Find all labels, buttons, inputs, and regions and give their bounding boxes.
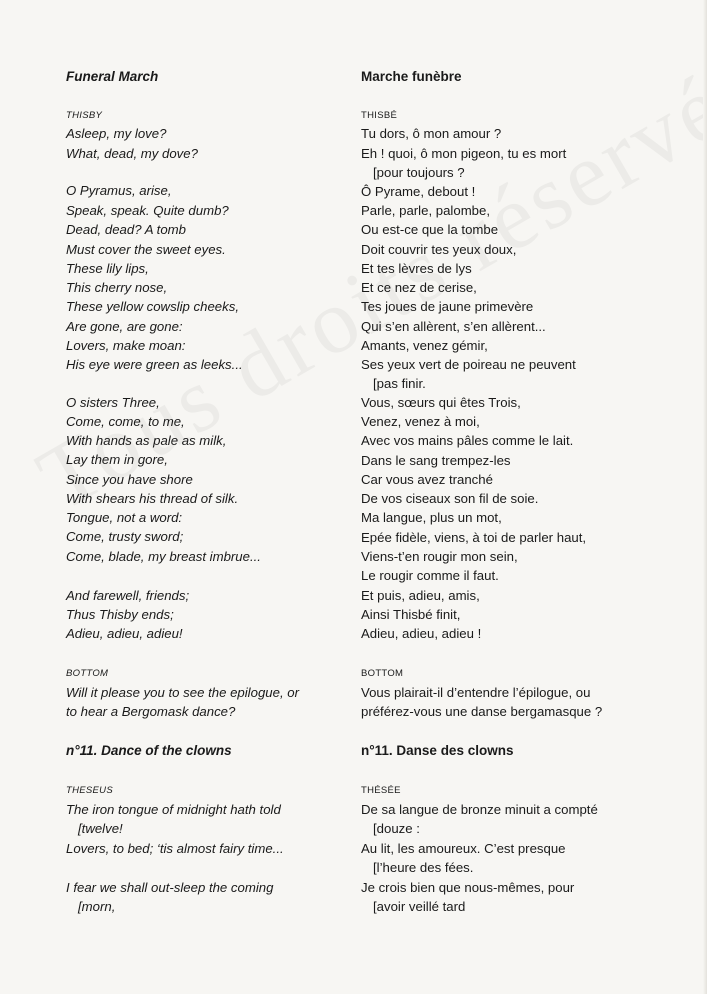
verse-line: Ou est-ce que la tombe bbox=[361, 222, 499, 237]
verse-line: Epée fidèle, viens, à toi de parler haut, bbox=[361, 530, 587, 545]
dialogue-line: [twelve! bbox=[78, 821, 123, 836]
verse-line: Amants, venez gémir, bbox=[361, 338, 488, 353]
verse-line: Et puis, adieu, amis, bbox=[361, 588, 480, 603]
speaker-bottom: BOTTOM bbox=[361, 668, 404, 679]
verse-line: Tongue, not a word: bbox=[66, 510, 183, 525]
verse-line: Come, trusty sword; bbox=[66, 529, 184, 544]
section-title-danse-des-clowns: n°11. Danse des clowns bbox=[361, 743, 514, 758]
section-title-funeral-march: Funeral March bbox=[66, 69, 159, 84]
dialogue-line: [morn, bbox=[78, 899, 116, 914]
dialogue-line: [l’heure des fées. bbox=[373, 860, 474, 875]
verse-line: Ses yeux vert de poireau ne peuvent bbox=[361, 357, 576, 372]
verse-line: Must cover the sweet eyes. bbox=[66, 242, 226, 257]
verse-line: This cherry nose, bbox=[66, 280, 168, 295]
page-edge bbox=[703, 0, 707, 994]
verse-line: Ainsi Thisbé finit, bbox=[361, 607, 461, 622]
verse-line: And farewell, friends; bbox=[66, 588, 190, 603]
verse-line: What, dead, my dove? bbox=[66, 146, 198, 161]
verse-line: Asleep, my love? bbox=[66, 126, 167, 141]
verse-line: De vos ciseaux son fil de soie. bbox=[361, 491, 539, 506]
dialogue-line: Je crois bien que nous-mêmes, pour bbox=[361, 880, 575, 895]
speaker-thisby: THISBY bbox=[66, 110, 103, 121]
dialogue-line: Au lit, les amoureux. C’est presque bbox=[361, 841, 566, 856]
verse-line: With shears his thread of silk. bbox=[66, 491, 239, 506]
verse-line: Lovers, make moan: bbox=[66, 338, 186, 353]
verse-line: Doit couvrir tes yeux doux, bbox=[361, 242, 517, 257]
verse-line: Viens-t’en rougir mon sein, bbox=[361, 549, 518, 564]
verse-line: These yellow cowslip cheeks, bbox=[66, 299, 239, 314]
speaker-theseus: THESEUS bbox=[66, 785, 113, 796]
dialogue-line: Lovers, to bed; ‘tis almost fairy time... bbox=[66, 841, 284, 856]
verse-line: [pour toujours ? bbox=[373, 165, 465, 180]
verse-line: Et tes lèvres de lys bbox=[361, 261, 472, 276]
dialogue-line: [douze : bbox=[373, 821, 420, 836]
verse-line: [pas finir. bbox=[373, 376, 426, 391]
verse-line: Ma langue, plus un mot, bbox=[361, 510, 502, 525]
verse-line: Thus Thisby ends; bbox=[66, 607, 174, 622]
verse-line: Tes joues de jaune primevère bbox=[361, 299, 534, 314]
section-title-marche-funebre: Marche funèbre bbox=[361, 69, 462, 84]
speaker-bottom: BOTTOM bbox=[66, 668, 109, 679]
dialogue-line: Will it please you to see the epilogue, or bbox=[66, 685, 299, 700]
verse-line: Speak, speak. Quite dumb? bbox=[66, 203, 229, 218]
verse-line: Dans le sang trempez-les bbox=[361, 453, 511, 468]
verse-line: Since you have shore bbox=[66, 472, 193, 487]
dialogue-line: [avoir veillé tard bbox=[373, 899, 466, 914]
dialogue-line: Vous plairait-il d’entendre l’épilogue, ou bbox=[361, 685, 591, 700]
verse-line: Et ce nez de cerise, bbox=[361, 280, 477, 295]
verse-line: Vous, sœurs qui êtes Trois, bbox=[361, 395, 521, 410]
verse-line: Ô Pyrame, debout ! bbox=[361, 184, 476, 199]
verse-line: Adieu, adieu, adieu! bbox=[66, 626, 183, 641]
verse-line: Dead, dead? A tomb bbox=[66, 222, 186, 237]
verse-line: His eye were green as leeks... bbox=[66, 357, 243, 372]
verse-line: O Pyramus, arise, bbox=[66, 183, 172, 198]
dialogue-line: I fear we shall out-sleep the coming bbox=[66, 880, 274, 895]
verse-line: Adieu, adieu, adieu ! bbox=[361, 626, 482, 641]
verse-line: These lily lips, bbox=[66, 261, 149, 276]
verse-line: Eh ! quoi, ô mon pigeon, tu es mort bbox=[361, 146, 567, 161]
verse-line: Parle, parle, palombe, bbox=[361, 203, 491, 218]
verse-line: Tu dors, ô mon amour ? bbox=[361, 126, 502, 141]
verse-line: O sisters Three, bbox=[66, 395, 160, 410]
dialogue-line: The iron tongue of midnight hath told bbox=[66, 802, 281, 817]
speaker-thisbe: THISBÉ bbox=[361, 110, 398, 121]
verse-line: Qui s’en allèrent, s’en allèrent... bbox=[361, 319, 546, 334]
verse-line: Car vous avez tranché bbox=[361, 472, 493, 487]
dialogue-line: De sa langue de bronze minuit a compté bbox=[361, 802, 598, 817]
verse-line: Come, blade, my breast imbrue... bbox=[66, 549, 261, 564]
verse-line: Le rougir comme il faut. bbox=[361, 568, 499, 583]
verse-line: With hands as pale as milk, bbox=[66, 433, 227, 448]
dialogue-line: préférez-vous une danse bergamasque ? bbox=[361, 704, 603, 719]
verse-line: Come, come, to me, bbox=[66, 414, 185, 429]
verse-line: Are gone, are gone: bbox=[66, 319, 183, 334]
verse-line: Lay them in gore, bbox=[66, 452, 168, 467]
verse-line: Venez, venez à moi, bbox=[361, 414, 480, 429]
verse-line: Avec vos mains pâles comme le lait. bbox=[361, 433, 574, 448]
speaker-thesee: THÉSÉE bbox=[361, 785, 401, 796]
section-title-dance-of-clowns: n°11. Dance of the clowns bbox=[66, 743, 232, 758]
dialogue-line: to hear a Bergomask dance? bbox=[66, 704, 236, 719]
